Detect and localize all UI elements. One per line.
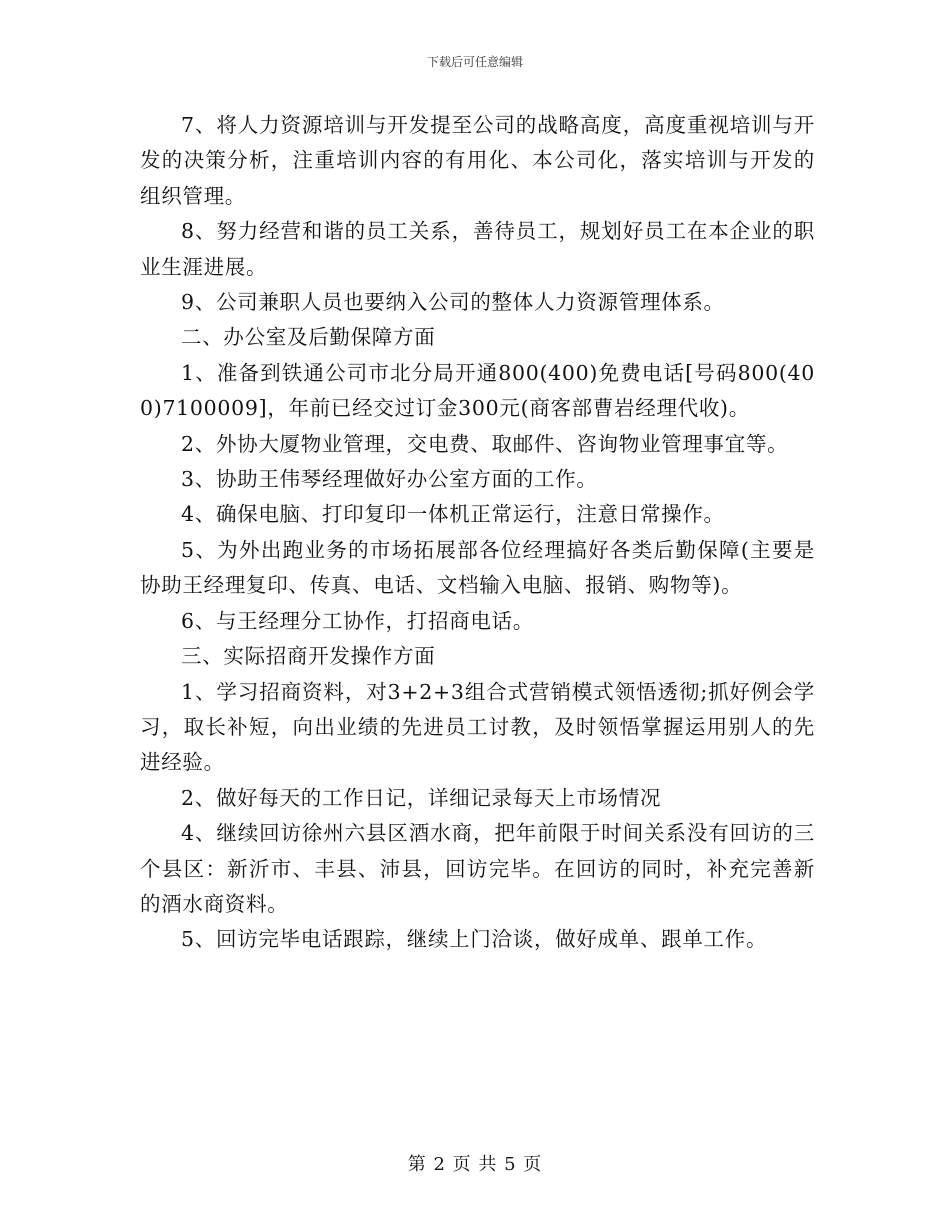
paragraph: 5、为外出跑业务的市场拓展部各位经理搞好各类后勤保障(主要是协助王经理复印、传真、电话、文档输入电脑、报销、购物等)。 [140,537,815,598]
paragraph: 2、外协大厦物业管理，交电费、取邮件、咨询物业管理事宜等。 [181,431,789,456]
paragraph: 8、努力经营和谐的员工关系，善待员工，规划好员工在本企业的职业生涯进展。 [140,219,815,279]
paragraph: 9、公司兼职人员也要纳入公司的整体人力资源管理体系。 [181,290,725,315]
document-body [140,108,815,958]
paragraph: 4、确保电脑、打印复印一体机正常运行，注意日常操作。 [181,502,725,527]
paragraph: 5、回访完毕电话跟踪，继续上门洽谈，做好成单、跟单工作。 [181,927,768,952]
paragraph: 6、与王经理分工协作，打招商电话。 [181,608,534,633]
paragraph: 1、准备到铁通公司市北分局开通800(400)免费电话[号码800(400)7100009]，年前已经交过订金300元(商客部曹岩经理代收)。 [140,360,815,421]
paragraph: 3、协助王伟琴经理做好办公室方面的工作。 [181,467,598,492]
section-heading: 三、实际招商开发操作方面 [181,644,436,669]
section-heading: 二、办公室及后勤保障方面 [181,325,436,350]
paragraph: 7、将人力资源培训与开发提至公司的战略高度，高度重视培训与开发的决策分析，注重培训内容的有用化、本公司化，落实培训与开发的组织管理。 [140,113,815,208]
paragraph: 2、做好每天的工作日记，详细记录每天上市场情况 [181,785,662,810]
page-header: 下载后可任意编辑 [426,55,523,69]
page-number-footer: 第 2 页 共 5 页 [407,1154,543,1175]
paragraph: 1、学习招商资料，对3+2+3组合式营销模式领悟透彻;抓好例会学习，取长补短，向出业绩的先进员工讨教，及时领悟掌握运用别人的先进经验。 [140,679,815,775]
paragraph: 4、继续回访徐州六县区酒水商，把年前限于时间关系没有回访的三个县区：新沂市、丰县、沛县，回访完毕。在回访的同时，补充完善新的酒水商资料。 [140,821,815,916]
